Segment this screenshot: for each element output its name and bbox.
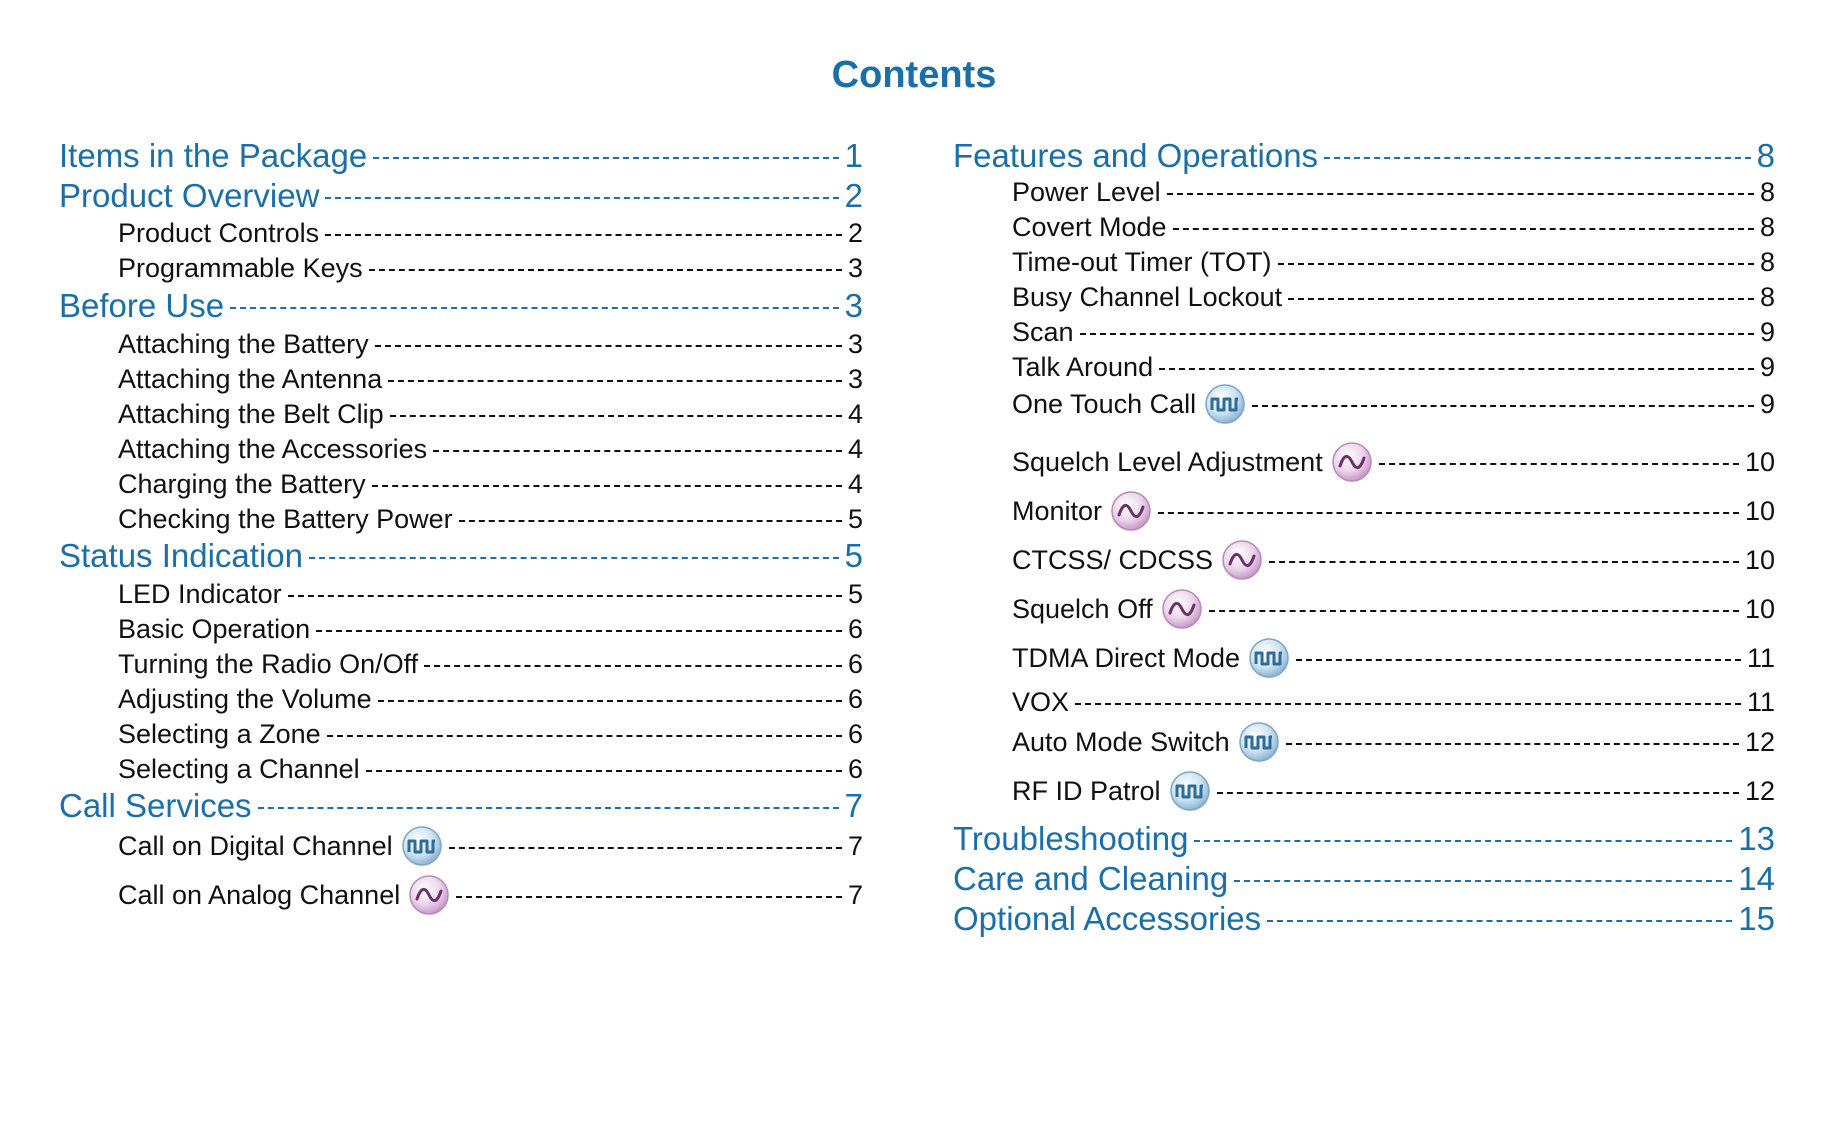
- toc-subsection-entry[interactable]: [59, 464, 863, 504]
- dot-leader: [1217, 792, 1739, 794]
- digital-mode-icon: [1169, 770, 1211, 812]
- toc-page-number: 11: [1746, 642, 1775, 673]
- toc-subsection-entry[interactable]: [953, 442, 1775, 482]
- toc-entry-label: Status Indication: [59, 537, 303, 574]
- toc-entry-label: Product Controls: [118, 217, 320, 248]
- page-title: Contents: [831, 54, 997, 96]
- toc-section-entry[interactable]: [953, 897, 1775, 941]
- toc-page-number: 8: [1759, 211, 1775, 242]
- dot-leader: [1158, 512, 1739, 514]
- toc-entry-label: Items in the Package: [59, 137, 368, 174]
- dot-leader: [388, 380, 842, 382]
- dot-leader: [1296, 659, 1741, 661]
- dot-leader: [1278, 263, 1754, 265]
- dot-leader: [456, 896, 842, 898]
- dot-leader: [309, 557, 839, 559]
- dot-leader: [1080, 333, 1754, 335]
- toc-subsection-entry[interactable]: [59, 213, 863, 253]
- toc-entry-label: Call on Digital Channel: [118, 830, 393, 861]
- toc-subsection-entry[interactable]: [59, 609, 863, 649]
- toc-entry-label: Selecting a Zone: [118, 718, 321, 749]
- toc-entry-label: Call Services: [59, 787, 252, 824]
- toc-page-number: 7: [844, 787, 863, 824]
- dot-leader: [1324, 157, 1751, 159]
- dot-leader: [1288, 298, 1754, 300]
- dot-leader: [1075, 703, 1741, 705]
- toc-page-number: 14: [1738, 860, 1775, 897]
- toc-subsection-entry[interactable]: [59, 714, 863, 754]
- toc-entry-label: Attaching the Battery: [118, 328, 369, 359]
- toc-page-number: 13: [1738, 820, 1775, 857]
- toc-entry-label: CTCSS/ CDCSS: [1012, 544, 1214, 575]
- dot-leader: [1173, 228, 1754, 230]
- toc-subsection-entry[interactable]: [953, 277, 1775, 317]
- toc-page-number: 6: [847, 753, 863, 784]
- toc-page-number: 9: [1759, 351, 1775, 382]
- toc-section-entry[interactable]: [953, 857, 1775, 901]
- toc-section-entry[interactable]: [59, 134, 863, 178]
- dot-leader: [375, 345, 842, 347]
- toc-entry-label: Checking the Battery Power: [118, 503, 453, 534]
- toc-entry-label: Troubleshooting: [953, 820, 1189, 857]
- dot-leader: [1286, 743, 1739, 745]
- dot-leader: [327, 735, 842, 737]
- toc-entry-label: Before Use: [59, 287, 225, 324]
- toc-subsection-entry[interactable]: [59, 429, 863, 469]
- toc-subsection-entry[interactable]: [59, 644, 863, 684]
- toc-page-number: 12: [1744, 726, 1775, 757]
- toc-entry-label: Product Overview: [59, 177, 320, 214]
- dot-leader: [1379, 463, 1739, 465]
- toc-entry-label: Time-out Timer (TOT): [1012, 246, 1272, 277]
- dot-leader: [288, 595, 842, 597]
- toc-entry-label: LED Indicator: [118, 578, 282, 609]
- toc-page-number: 8: [1759, 176, 1775, 207]
- toc-page-number: 4: [847, 433, 863, 464]
- toc-page-number: 9: [1759, 316, 1775, 347]
- toc-section-entry[interactable]: [59, 284, 863, 328]
- toc-entry-label: Talk Around: [1012, 351, 1154, 382]
- dot-leader: [459, 520, 842, 522]
- toc-page-number: 10: [1744, 446, 1775, 477]
- toc-page-number: 8: [1756, 137, 1775, 174]
- toc-page-number: 5: [847, 578, 863, 609]
- toc-page-number: 6: [847, 648, 863, 679]
- toc-entry-label: Features and Operations: [953, 137, 1319, 174]
- toc-page-number: 10: [1744, 593, 1775, 624]
- dot-leader: [449, 847, 842, 849]
- toc-entry-label: Basic Operation: [118, 613, 311, 644]
- toc-subsection-entry[interactable]: [953, 384, 1775, 424]
- digital-mode-icon: [1248, 637, 1290, 679]
- toc-entry-label: Scan: [1012, 316, 1074, 347]
- toc-entry-label: RF ID Patrol: [1012, 775, 1161, 806]
- dot-leader: [325, 234, 842, 236]
- dot-leader: [424, 665, 842, 667]
- toc-section-entry[interactable]: [953, 817, 1775, 861]
- toc-page-number: 10: [1744, 544, 1775, 575]
- toc-page-number: 3: [844, 287, 863, 324]
- toc-page-number: 4: [847, 398, 863, 429]
- toc-page-number: 2: [847, 217, 863, 248]
- dot-leader: [373, 157, 838, 159]
- toc-subsection-entry[interactable]: [953, 638, 1775, 678]
- dot-leader: [366, 770, 842, 772]
- toc-subsection-entry[interactable]: [953, 491, 1775, 531]
- toc-page-number: 7: [847, 830, 863, 861]
- toc-subsection-entry[interactable]: [953, 347, 1775, 387]
- toc-page-number: 2: [844, 177, 863, 214]
- toc-entry-label: Care and Cleaning: [953, 860, 1229, 897]
- dot-leader: [1234, 880, 1732, 882]
- toc-subsection-entry[interactable]: [59, 826, 863, 866]
- toc-entry-label: Adjusting the Volume: [118, 683, 372, 714]
- toc-section-entry[interactable]: [59, 174, 863, 218]
- toc-section-entry[interactable]: [59, 534, 863, 578]
- digital-mode-icon: [401, 825, 443, 867]
- dot-leader: [316, 630, 842, 632]
- toc-subsection-entry[interactable]: [59, 679, 863, 719]
- toc-page-number: 4: [847, 468, 863, 499]
- toc-entry-label: Selecting a Channel: [118, 753, 360, 784]
- toc-page-number: 3: [847, 328, 863, 359]
- toc-page-number: 1: [844, 137, 863, 174]
- toc-entry-label: Squelch Off: [1012, 593, 1153, 624]
- toc-subsection-entry[interactable]: [59, 499, 863, 539]
- toc-subsection-entry[interactable]: [953, 589, 1775, 629]
- toc-section-entry[interactable]: [59, 784, 863, 828]
- toc-page-number: 9: [1759, 388, 1775, 419]
- analog-mode-icon: [1221, 539, 1263, 581]
- dot-leader: [230, 307, 839, 309]
- toc-entry-label: Turning the Radio On/Off: [118, 648, 419, 679]
- toc-subsection-entry[interactable]: [953, 771, 1775, 811]
- toc-subsection-entry[interactable]: [59, 749, 863, 789]
- analog-mode-icon: [1331, 441, 1373, 483]
- toc-entry-label: One Touch Call: [1012, 388, 1197, 419]
- dot-leader: [372, 485, 842, 487]
- dot-leader: [390, 415, 842, 417]
- toc-page-number: 3: [847, 252, 863, 283]
- analog-mode-icon: [1110, 490, 1152, 532]
- toc-page-number: 6: [847, 683, 863, 714]
- dot-leader: [258, 807, 839, 809]
- toc-subsection-entry[interactable]: [953, 682, 1775, 722]
- analog-mode-icon: [408, 874, 450, 916]
- toc-entry-label: Optional Accessories: [953, 900, 1262, 937]
- toc-subsection-entry[interactable]: [953, 722, 1775, 762]
- dot-leader: [1269, 561, 1739, 563]
- toc-entry-label: Auto Mode Switch: [1012, 726, 1230, 757]
- toc-subsection-entry[interactable]: [59, 574, 863, 614]
- toc-entry-label: Monitor: [1012, 495, 1103, 526]
- toc-entry-label: VOX: [1012, 686, 1070, 717]
- toc-subsection-entry[interactable]: [59, 359, 863, 399]
- toc-entry-label: Charging the Battery: [118, 468, 366, 499]
- toc-entry-label: Programmable Keys: [118, 252, 363, 283]
- toc-entry-label: Attaching the Belt Clip: [118, 398, 384, 429]
- toc-subsection-entry[interactable]: [953, 207, 1775, 247]
- toc-entry-label: Power Level: [1012, 176, 1161, 207]
- toc-page-number: 12: [1744, 775, 1775, 806]
- digital-mode-icon: [1238, 721, 1280, 763]
- toc-page-number: 15: [1738, 900, 1775, 937]
- toc-page-number: 8: [1759, 281, 1775, 312]
- toc-page-number: 3: [847, 363, 863, 394]
- toc-subsection-entry[interactable]: [59, 248, 863, 288]
- dot-leader: [1267, 920, 1732, 922]
- toc-entry-label: Squelch Level Adjustment: [1012, 446, 1323, 477]
- dot-leader: [1159, 368, 1754, 370]
- dot-leader: [378, 700, 842, 702]
- toc-subsection-entry[interactable]: [59, 875, 863, 915]
- toc-entry-label: Busy Channel Lockout: [1012, 281, 1283, 312]
- dot-leader: [1194, 840, 1732, 842]
- toc-entry-label: Call on Analog Channel: [118, 879, 401, 910]
- toc-page-number: 7: [847, 879, 863, 910]
- toc-subsection-entry[interactable]: [953, 172, 1775, 212]
- toc-subsection-entry[interactable]: [953, 242, 1775, 282]
- dot-leader: [325, 197, 838, 199]
- toc-subsection-entry[interactable]: [953, 540, 1775, 580]
- toc-entry-label: Covert Mode: [1012, 211, 1167, 242]
- dot-leader: [1252, 405, 1754, 407]
- digital-mode-icon: [1204, 383, 1246, 425]
- dot-leader: [369, 269, 842, 271]
- dot-leader: [1167, 193, 1754, 195]
- toc-subsection-entry[interactable]: [953, 312, 1775, 352]
- toc-page-number: 5: [847, 503, 863, 534]
- toc-entry-label: TDMA Direct Mode: [1012, 642, 1241, 673]
- toc-page-number: 11: [1746, 686, 1775, 717]
- toc-page-number: 8: [1759, 246, 1775, 277]
- dot-leader: [1209, 610, 1739, 612]
- analog-mode-icon: [1161, 588, 1203, 630]
- toc-page-number: 10: [1744, 495, 1775, 526]
- toc-entry-label: Attaching the Accessories: [118, 433, 428, 464]
- toc-subsection-entry[interactable]: [59, 394, 863, 434]
- toc-page-number: 6: [847, 613, 863, 644]
- toc-page-number: 5: [844, 537, 863, 574]
- toc-page-number: 6: [847, 718, 863, 749]
- dot-leader: [433, 450, 842, 452]
- toc-entry-label: Attaching the Antenna: [118, 363, 383, 394]
- toc-subsection-entry[interactable]: [59, 324, 863, 364]
